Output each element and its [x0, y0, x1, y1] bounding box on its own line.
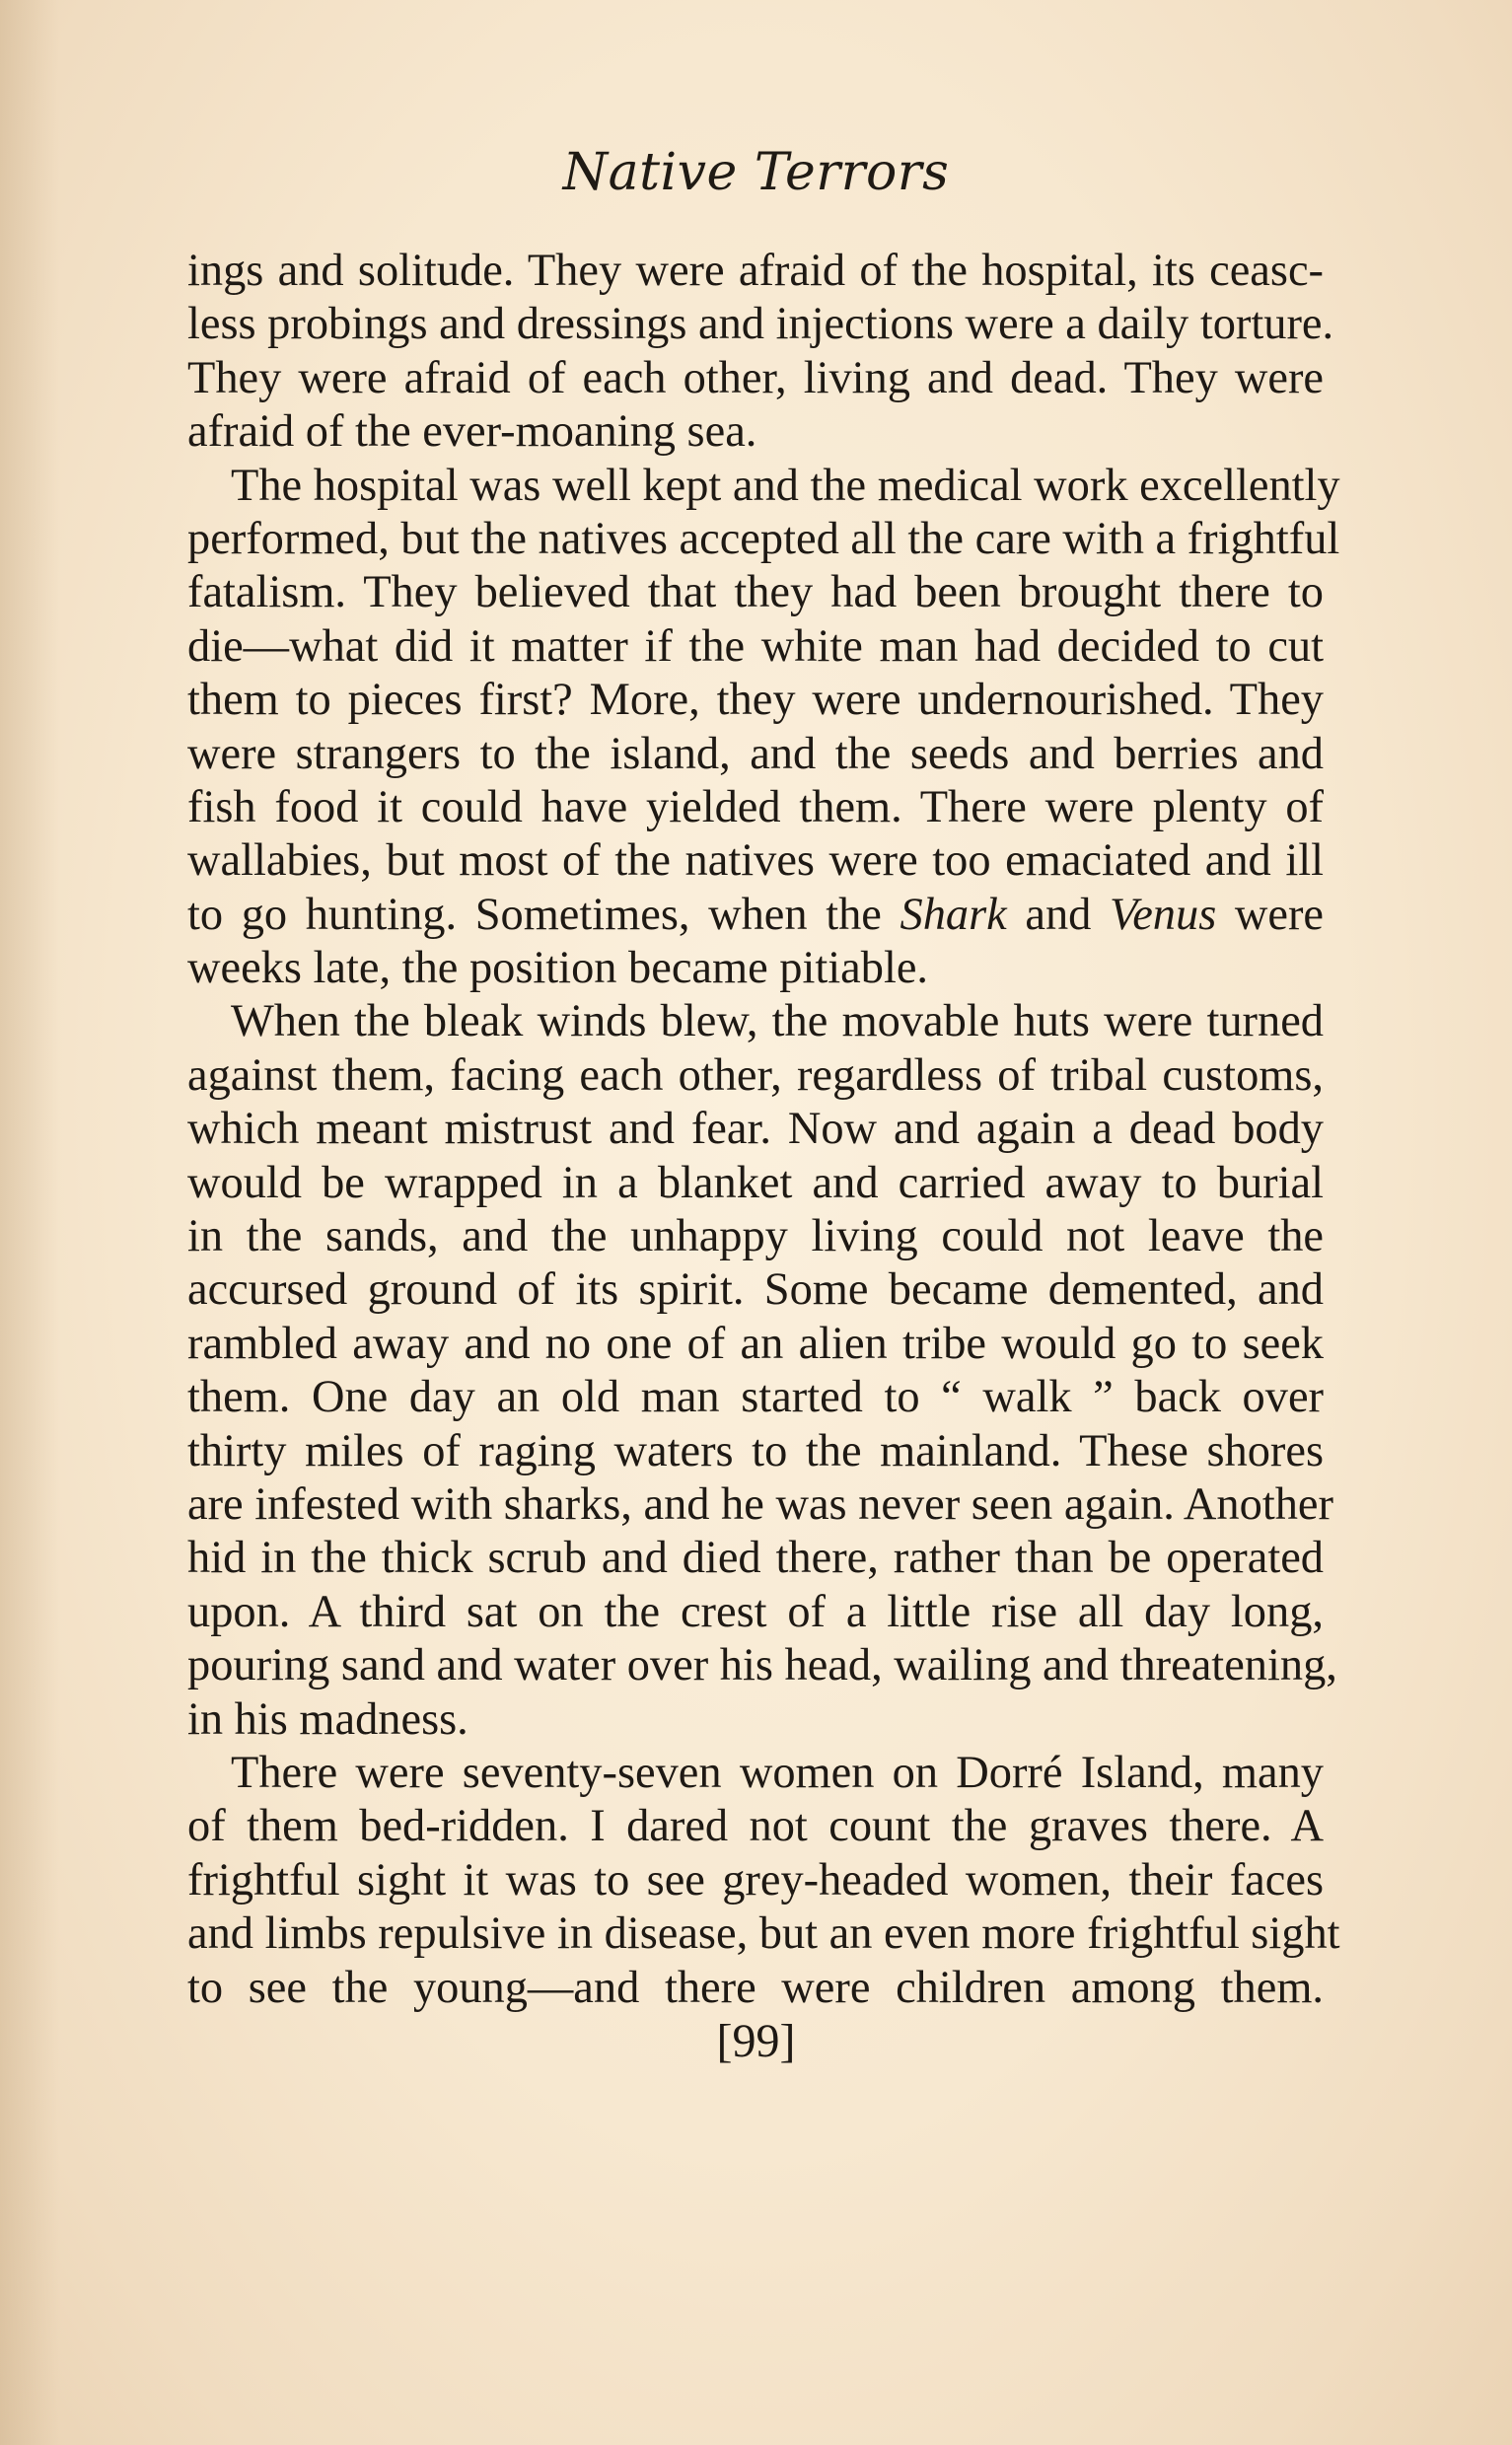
text-line: would be wrapped in a blanket and carried away to burial: [187, 1157, 1324, 1208]
text-line: thirty miles of raging waters to the mainland. These shores: [187, 1425, 1324, 1476]
text-line: weeks late, the position became pitiable.: [187, 943, 929, 994]
text-line: them. One day an old man started to “ walk ” back over: [187, 1372, 1324, 1423]
text-line: accursed ground of its spirit. Some became demented, and: [187, 1264, 1324, 1316]
paragraph-4: [187, 1747, 1340, 2015]
text-line: frightful sight it was to see grey-headed women, their faces: [187, 1854, 1324, 1906]
text-line: against them, facing each other, regardless of tribal customs,: [187, 1049, 1324, 1101]
text-line: in the sands, and the unhappy living could not leave the: [187, 1211, 1324, 1262]
text-line: which meant mistrust and fear. Now and again a dead body: [187, 1104, 1324, 1155]
text-line: and limbs repulsive in disease, but an even more frightful sight: [187, 1908, 1340, 1960]
text-line: When the bleak winds blew, the movable huts were turned: [231, 996, 1324, 1047]
text-line: fatalism. They believed that they had been brought there to: [187, 567, 1324, 618]
page-number: [99]: [716, 2015, 796, 2067]
paragraph-1: [187, 245, 1334, 460]
text-line: die—what did it matter if the white man had decided to cut: [187, 620, 1324, 672]
text-line: in his madness.: [187, 1693, 468, 1745]
text-line: of them bed-ridden. I dared not count the graves there. A: [187, 1801, 1324, 1852]
body-text: [187, 245, 1340, 2015]
text-line: fish food it could have yielded them. There were plenty of: [187, 781, 1324, 832]
text-line: ings and solitude. They were afraid of the hospital, its ceasc-: [187, 246, 1324, 296]
ship-name: Venus: [1110, 889, 1217, 940]
text-line: rambled away and no one of an alien tribe would go to seek: [187, 1318, 1324, 1369]
ship-name: Shark: [900, 889, 1007, 940]
text-line: performed, but the natives accepted all the care with a frightful: [187, 513, 1340, 564]
text-line: afraid of the ever-moaning sea.: [187, 406, 757, 458]
text-line: wallabies, but most of the natives were too emaciated and ill: [187, 835, 1324, 887]
text-line: are infested with sharks, and he was never seen again. Another: [187, 1478, 1333, 1530]
gutter-shadow: [0, 0, 59, 2445]
text-line: There were seventy-seven women on Dorré Island, many: [231, 1747, 1324, 1798]
text-line: to go hunting. Sometimes, when the Shark and Venus were: [187, 889, 1325, 940]
text-line: them to pieces first? More, they were undernourished. They: [187, 675, 1324, 726]
text-line: pouring sand and water over his head, wailing and threatening,: [187, 1640, 1337, 1691]
text-line: They were afraid of each other, living and dead. They were: [187, 352, 1324, 403]
running-head: Native Terrors: [562, 143, 950, 202]
text-line: upon. A third sat on the crest of a little rise all day long,: [187, 1586, 1324, 1637]
text-line: were strangers to the island, and the seeds and berries and: [187, 728, 1324, 779]
paragraph-2: [187, 460, 1340, 996]
text-line: to see the young—and there were children among them.: [187, 1962, 1324, 2013]
text-line: The hospital was well kept and the medical work excellently: [231, 460, 1340, 511]
paragraph-3: [187, 995, 1337, 1746]
text-line: hid in the thick scrub and died there, rather than be operated: [187, 1533, 1324, 1584]
text-line: less probings and dressings and injections were a daily torture.: [187, 299, 1334, 350]
